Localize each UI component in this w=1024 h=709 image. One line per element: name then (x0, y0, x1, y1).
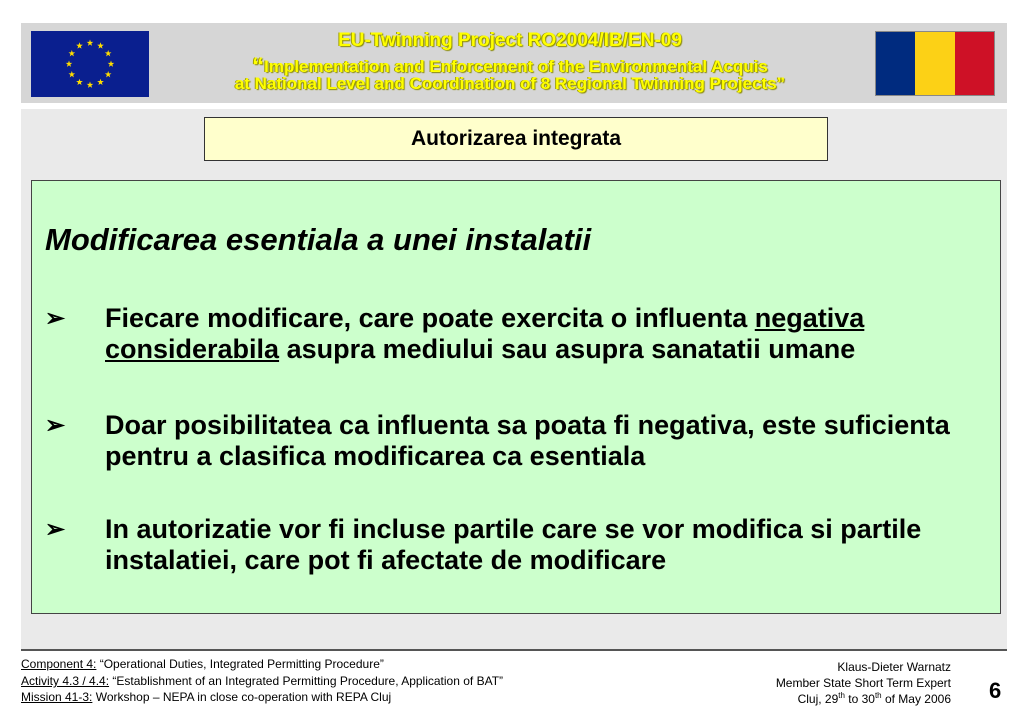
eu-star (105, 50, 112, 56)
footer-text: Workshop – NEPA in close co-operation with REPA Cluj (92, 690, 392, 704)
eu-star (108, 61, 115, 67)
bullet-text-part: asupra mediului sau asupra sanatatii umane (279, 334, 856, 364)
flag-stripe-blue (876, 32, 915, 95)
date-sup: th (874, 691, 882, 700)
footer-divider (21, 649, 1007, 651)
open-quote: “ (252, 53, 265, 80)
project-subtitle-line2: at National Level and Coordination of 8 Regional Twinning Projects” (234, 74, 786, 93)
slide-title: Autorizarea integrata (204, 117, 828, 161)
page-number: 6 (989, 678, 1002, 703)
bullet-text: Doar posibilitatea ca influenta sa poata fi negativa, este suficienta pentru a clasifica modificarea ca esentiala (105, 410, 950, 471)
eu-star (97, 79, 104, 85)
eu-star (66, 61, 73, 67)
project-title: EU-Twinning Project RO2004/IB/EN-09 (338, 30, 682, 51)
eu-star (97, 42, 104, 48)
footer-component (21, 657, 384, 671)
footer-author: Klaus-Dieter Warnatz (837, 660, 951, 674)
bullet-text: In autorizatie vor fi incluse partile care se vor modifica si partile instalatiei, care pot fi afectate de modificare (105, 514, 922, 575)
date-part: Cluj, 29 (797, 692, 839, 706)
flag-stripe-yellow (915, 32, 954, 95)
bullet-text (105, 303, 995, 365)
eu-flag-icon (31, 31, 149, 97)
eu-star (105, 71, 112, 77)
eu-star (87, 82, 94, 88)
footer-activity (21, 674, 503, 688)
footer-text: “Establishment of an Integrated Permitting Procedure, Application of BAT” (109, 674, 504, 688)
arrow-bullet-icon: ➢ (45, 305, 66, 332)
underlined-word: negativa (754, 303, 865, 333)
eu-star (76, 42, 83, 48)
footer-mission (21, 690, 391, 704)
date-part: of May 2006 (881, 692, 951, 706)
eu-star (68, 71, 75, 77)
eu-star (87, 40, 94, 46)
arrow-bullet-icon: ➢ (45, 516, 66, 543)
underlined-word: considerabila (105, 334, 280, 364)
footer-label: Mission 41-3: (21, 690, 93, 704)
date-sup: th (838, 691, 845, 700)
eu-star (76, 79, 83, 85)
footer-text: “Operational Duties, Integrated Permitting Procedure” (96, 657, 384, 671)
bullet-text-part: Fiecare modificare, care poate exercita o influenta (105, 303, 755, 333)
project-subtitle-text: Implementation and Enforcement of the Environmental Acquis (264, 57, 768, 76)
eu-star (68, 50, 75, 56)
date-part: to 30 (844, 692, 875, 706)
footer-label: Component 4: (21, 657, 97, 671)
footer-label: Activity 4.3 / 4.4: (21, 674, 110, 688)
flag-stripe-red (955, 32, 994, 95)
slide-subtitle: Modificarea esentiala a unei instalatii (45, 222, 592, 257)
romania-flag-icon (875, 31, 995, 96)
arrow-bullet-icon: ➢ (45, 412, 66, 439)
footer-date (798, 691, 951, 706)
footer-role: Member State Short Term Expert (775, 676, 951, 690)
